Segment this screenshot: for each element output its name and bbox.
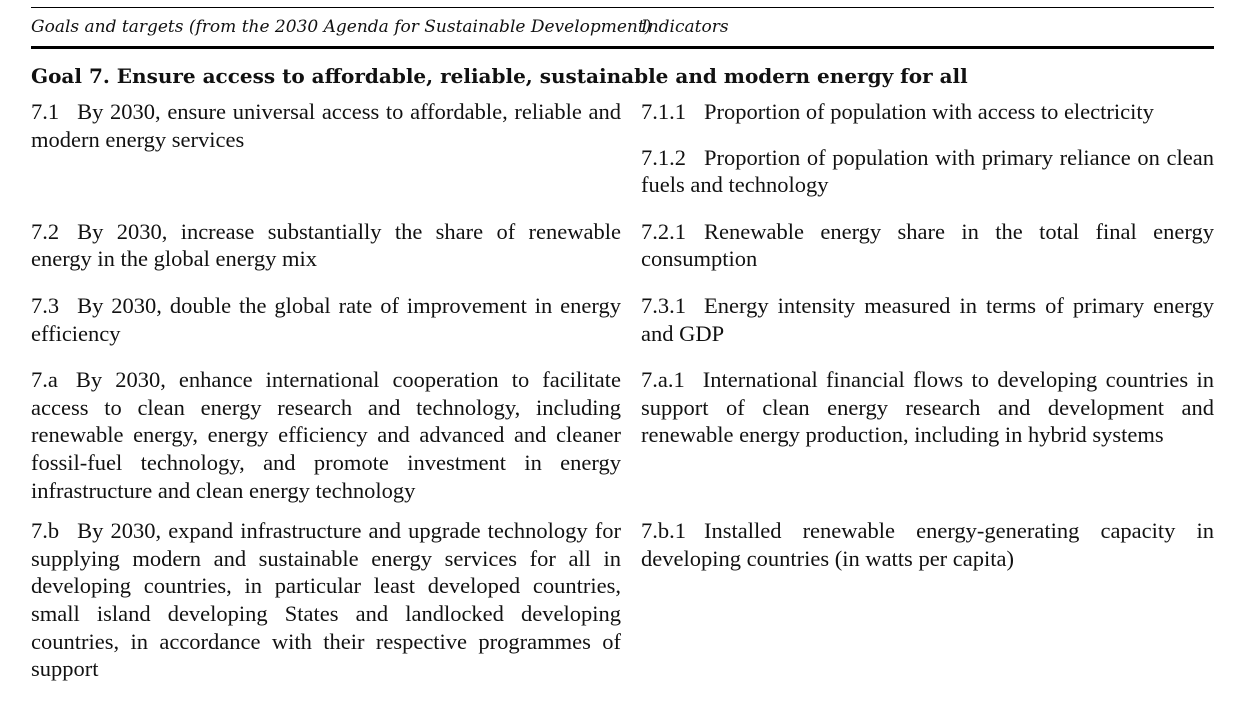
indicator-number: 7.a.1 (641, 367, 685, 393)
header-rule (31, 46, 1214, 49)
indicator-cell (641, 98, 1214, 199)
target-7-2 (31, 218, 621, 273)
indicator-7-2-1 (641, 218, 1214, 273)
target-number: 7.b (31, 518, 60, 544)
table-header (31, 8, 1214, 46)
table-body (31, 98, 1214, 683)
goal-title: Goal 7. Ensure access to affordable, reliable, sustainable and modern energy for all (31, 64, 968, 88)
target-7-b (31, 517, 621, 683)
indicator-number: 7.3.1 (641, 292, 686, 318)
indicator-text: International financial flows to developing countries in support of clean energy research and development and renewable energy production, including in hybrid systems (641, 367, 1214, 448)
indicator-cell (641, 218, 1214, 273)
indicator-cell (641, 517, 1214, 683)
indicator-7-3-1 (641, 292, 1214, 347)
indicator-text: Proportion of population with access to electricity (704, 99, 1154, 124)
target-cell (31, 292, 641, 347)
target-cell (31, 366, 641, 504)
indicator-7-1-1 (641, 98, 1214, 126)
table-row (31, 98, 1214, 199)
table-row (31, 292, 1214, 347)
target-text: By 2030, ensure universal access to affordable, reliable and modern energy services (31, 99, 621, 152)
indicator-7-b-1 (641, 517, 1214, 572)
table-row (31, 517, 1214, 683)
indicator-text: Energy intensity measured in terms of primary energy and GDP (641, 292, 1214, 346)
indicator-number: 7.b.1 (641, 518, 686, 544)
target-number: 7.1 (31, 99, 60, 124)
target-number: 7.3 (31, 292, 60, 318)
header-indicators: Indicators (641, 17, 729, 37)
target-number: 7.2 (31, 218, 60, 244)
indicator-text: Proportion of population with primary reliance on clean fuels and technology (641, 144, 1214, 198)
target-cell (31, 517, 641, 683)
sdg-goal-table (31, 7, 1214, 683)
target-cell (31, 98, 641, 199)
target-text: By 2030, enhance international cooperation to facilitate access to clean energy research and technology, including renewable energy, energy efficiency and advanced and cleaner fossil-fuel technology, and promote investment in energy infrastructure and clean energy technology (31, 367, 621, 503)
indicator-number: 7.2.1 (641, 218, 686, 244)
indicator-text: Installed renewable energy-generating capacity in developing countries (in watts per capita) (641, 518, 1214, 571)
indicator-7-a-1 (641, 366, 1214, 449)
table-row (31, 366, 1214, 504)
table-row (31, 218, 1214, 273)
target-text: By 2030, double the global rate of improvement in energy efficiency (31, 292, 621, 346)
target-7-a (31, 366, 621, 504)
indicator-7-1-2 (641, 144, 1214, 199)
header-goals-targets: Goals and targets (from the 2030 Agenda for Sustainable Development) (31, 17, 652, 37)
indicator-cell (641, 292, 1214, 347)
indicator-number: 7.1.2 (641, 144, 686, 170)
target-cell (31, 218, 641, 273)
target-text: By 2030, increase substantially the share of renewable energy in the global energy mix (31, 218, 621, 272)
indicator-number: 7.1.1 (641, 99, 686, 124)
target-7-3 (31, 292, 621, 347)
target-number: 7.a (31, 367, 58, 393)
indicator-cell (641, 366, 1214, 504)
indicator-text: Renewable energy share in the total final energy consumption (641, 218, 1214, 272)
target-7-1 (31, 98, 621, 153)
target-text: By 2030, expand infrastructure and upgrade technology for supplying modern and sustainable energy services for all in developing countries, in particular least developed countries, small island developing States and landlocked developing countries, in accordance with their respective programmes of support (31, 518, 621, 682)
